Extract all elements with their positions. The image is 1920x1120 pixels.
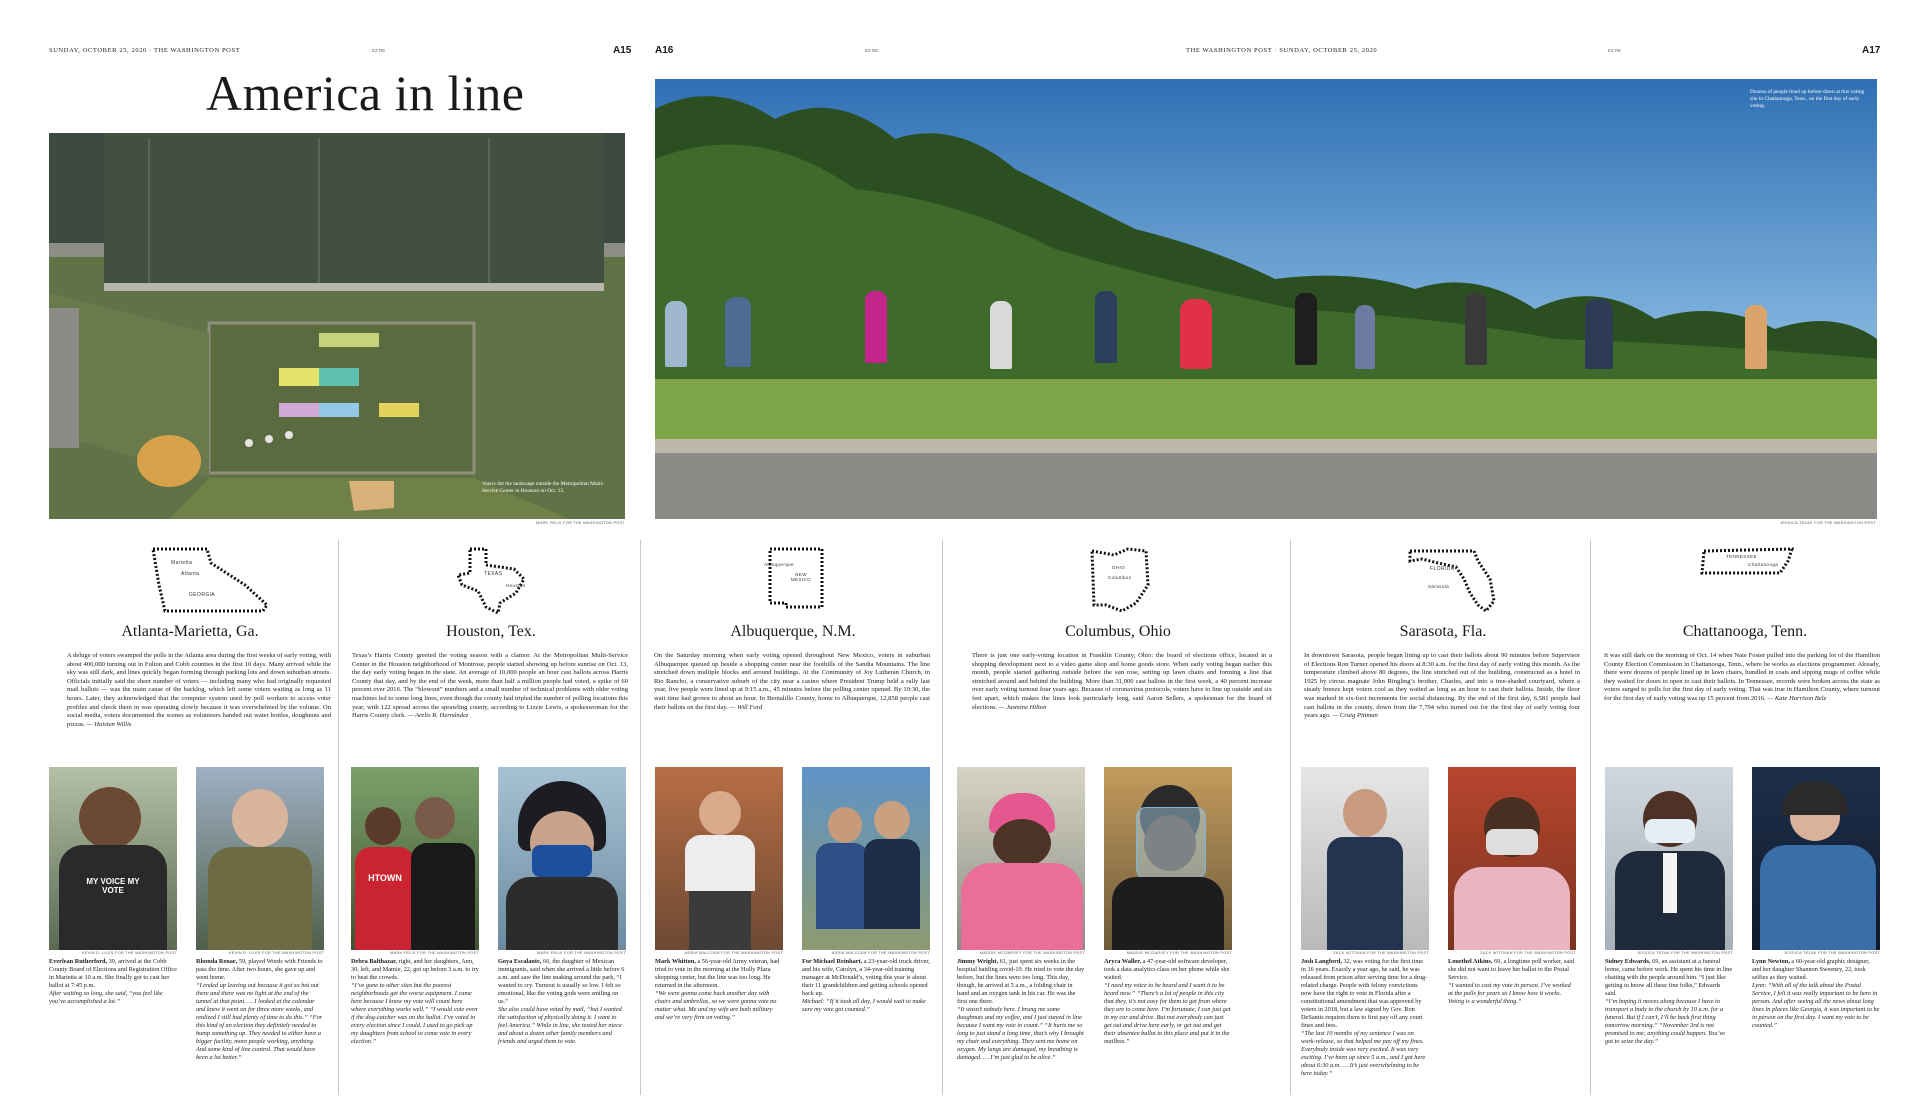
section-byline: — Haisten Willis [86, 720, 132, 728]
portrait-quote: “It wasn’t nobody here. I brung me some doughnuts and my coffee, and I just stayed in line because I want my vote to count.” “It hurts me so long to just stand a long time, that’s why I brought my chair and everything. They sent me home on oxygen. My lungs are damaged, my breathing is damaged. … I’m just glad to be alive.” [957, 1006, 1084, 1061]
portrait-credit: ZACK WITTMAN FOR THE WASHINGTON POST [1480, 951, 1576, 955]
portrait-subject-name: For Michael Reinhart, [802, 958, 863, 965]
portrait-quote: She also could have voted by mail, “but I wanted the satisfaction of physically doing it. I want to feel America.” While in line, she texted her niece and about a dozen other family members and friends and urged them to vote. [498, 1006, 622, 1045]
portrait-subject-name: Jimmy Wright, [957, 958, 999, 965]
portrait-caption [957, 958, 1085, 1090]
portrait-jacket [1760, 845, 1876, 950]
portrait-photo [1104, 767, 1232, 950]
portrait-photo [1752, 767, 1880, 950]
portrait-shirt [961, 863, 1083, 950]
portrait-subject-name: Lynn Newton, [1752, 958, 1790, 965]
section-body [1604, 652, 1880, 704]
voter-figure [1095, 291, 1117, 363]
page-headline: America in line [206, 65, 525, 121]
hero-panorama-photo [655, 79, 1877, 519]
portrait-caption [802, 958, 930, 1090]
portrait-mask [532, 845, 592, 877]
portrait-quote: “I ended up leaving out because it got so hot out there and there was no light at the end of the tunnel at that point. … I looked at the calendar and knew it went on for three more weeks, and realized I still had plenty of time to do this.” “For this kind of an election they definitely needed to bump something up. They needed to either have a bigger facility, more people working, anything. And some kind of line control. That would have been a lot better.” [196, 982, 323, 1061]
portrait-subject-name: Debra Balthazar, [351, 958, 397, 965]
voter-figure [1355, 305, 1375, 369]
portrait-quote: “I’ve gone to other sites but the poorest neighborhoods get the worse equipment. I came here because I know my vote will count here where everything works well.” “I would vote even if the dog-catcher was on the ballot. I’ve voted in every election since I could. I used to go pick up my daughters from school to come vote in every election.” [351, 982, 478, 1045]
middle-folio-codes: EZ RE [865, 48, 879, 53]
portrait-credit: MARK FELIX FOR THE WASHINGTON POST [390, 951, 479, 955]
portrait-caption-text: a 56-year-old Army veteran, had tried to vote in the morning at the Holly Plaza shopping center, but the line was too long. He returned in the afternoon. [655, 958, 780, 989]
column-divider [338, 540, 339, 1095]
portrait-photo [498, 767, 626, 950]
city-heading: Sarasota, Fla. [1399, 623, 1487, 640]
section-byline: — Kate Harrison Belz [1767, 694, 1827, 702]
portrait-shirt [1327, 837, 1403, 950]
aerial-illustration [49, 133, 625, 519]
shirt-text: MY VOICE MY VOTE [86, 877, 140, 895]
section-body-text: Texas’s Harris County greeted the voting season with a clamor. At the Metropolitan Multi-Service Center in the Houston neighborhood of Montrose, people started showing up before sunrise on Oct. 13, the day early voting began in the state. An average of 10,000 people an hour cast ballots across Harris County that day, and by the end of the week, more than half a million people had voted, a spike of 60 percent over 2016. The “blowout” numbers and a small number of technical problems with older voting machines led to some long lines, even though the county had tripled the number of polling locations this year, with 122 spread across the sprawling county, according to Lizzie Lewis, a spokeswoman for the Harris County clerk. [352, 652, 628, 720]
city-heading: Houston, Tex. [446, 623, 536, 640]
portrait-face [874, 801, 910, 839]
hero-right-credit: JESSICA TEZAK FOR THE WASHINGTON POST [1780, 521, 1876, 525]
portrait-credit: JESSICA TEZAK FOR THE WASHINGTON POST [1784, 951, 1880, 955]
portrait-face [993, 819, 1051, 867]
portrait-caption [196, 958, 324, 1090]
tennessee-outline-map [1700, 545, 1796, 577]
right-folio-date: THE WASHINGTON POST · SUNDAY, OCTOBER 25, 2020 [1186, 47, 1378, 54]
portrait-caption-text: 39, arrived at the Cobb County Board of Elections and Registration Office in Marietta at 10 a.m. She finally got to cast her ballot at 7:45 p.m. [49, 958, 177, 989]
portrait-caption-text: a 23-year-old truck driver, and his wife, Carolyn, a 34-year-old training manager at McDonald’s, voting this year is about their 11 grandchildren and getting schools opened back up. [802, 958, 930, 997]
portrait-shirt [1663, 853, 1677, 913]
portrait-subject-name: Everlean Rutherford, [49, 958, 108, 965]
portrait-photo [196, 767, 324, 950]
portrait-credit: MADDIE MCGARVEY FOR THE WASHINGTON POST [979, 951, 1085, 955]
portrait-face [699, 791, 741, 835]
section-body-text: In downtown Sarasota, people began lining up to cast their ballots about 90 minutes before Supervisor of Elections Ron Turner opened his doors at 8:30 a.m. for the first day of early voting this month. As the temperature climbed above 80 degrees, the line stretched out of the building, constructed as a hotel in 1925 by circus magnate John Ringling’s brother, Charles, and into a tree-shaded courtyard, where a steady breeze kept voters cool as they waited as long as an hour to cast their ballots. Inside, the floor was marked in six-foot increments for social distancing. By the end of the first day, 6,581 people had cast ballots in the county, down from the 7,794 who turned out for the first day of early voting four years ago. [1304, 652, 1580, 720]
portrait-subject-name: Aryca Waller, [1104, 958, 1142, 965]
hero-aerial-photo [49, 133, 625, 519]
portrait-credit: JESSICA TEZAK FOR THE WASHINGTON POST [1637, 951, 1733, 955]
map-label-state: GEORGIA [189, 592, 216, 598]
right-folio-codes: EZ RE [1608, 48, 1622, 53]
portrait-quote: “We were gonna come back another day with chairs and umbrellas, so we were gonna vote no matter what. Me and my wife are both military and we’re very firm on voting.” [655, 990, 777, 1021]
portrait-subject-name: Louethel Atkins, [1448, 958, 1493, 965]
voter-figure [990, 301, 1012, 369]
portrait-shirt [864, 839, 920, 929]
portrait-subject-name: Rhonda Renae, [196, 958, 238, 965]
texas-outline-map [456, 545, 528, 615]
portrait-caption-text: 61, just spent six weeks in the hospital battling covid-19. He tried to vote the day before, but the lines were too long. This day, though, he arrived at 5 a.m., a folding chair in hand and an oxygen tank in his car. He was the first one there. [957, 958, 1085, 1005]
portrait-hair [1782, 781, 1848, 815]
portrait-photo [655, 767, 783, 950]
section-byline: — Arelis R. Hernández [407, 712, 469, 720]
voter-figure [665, 301, 687, 367]
voter-figure [1180, 299, 1212, 369]
section-body [67, 652, 331, 729]
section-byline: — Jasmine Hilton [998, 703, 1047, 711]
portrait-photo [957, 767, 1085, 950]
city-heading: Columbus, Ohio [1065, 623, 1171, 640]
portrait-face [232, 789, 288, 847]
portrait-face [828, 807, 862, 843]
portrait-credit: MADDIE MCGARVEY FOR THE WASHINGTON POST [1126, 951, 1232, 955]
portrait-caption-text: a 47-year-old software developer, took a data analytics class on her phone while she waited. [1104, 958, 1230, 981]
portrait-face [415, 797, 455, 839]
map-label-sarasota: Sarasota [1428, 584, 1450, 589]
portrait-shirt [1454, 867, 1570, 950]
city-heading: Atlanta-Marietta, Ga. [121, 623, 259, 640]
portrait-caption [498, 958, 626, 1090]
portrait-quote: “I wanted to cast my vote in person. I’ve worked at the polls for years so I know how it works. Voting is a wonderful thing.” [1448, 982, 1571, 1005]
voter-figure [725, 297, 751, 367]
map-label-atlanta: Atlanta [181, 571, 200, 577]
map-label-columbus: Columbus [1108, 575, 1132, 580]
portrait-caption [1104, 958, 1232, 1090]
portrait-caption-text: 66, the daughter of Mexican immigrants, said when she arrived a little before 6 a.m. and saw the line snaking around the park, “I wanted to cry. Turnout is usually so low. I felt so emotional, like the voting gods were smiling on us.” [498, 958, 625, 1005]
portrait-photo [49, 767, 177, 950]
portrait-caption-text: a 60-year-old graphic designer, and her daughter Shannon Sweeney, 22, took selfies as they waited. [1752, 958, 1870, 981]
portrait-shirt [506, 877, 618, 950]
section-body [972, 652, 1272, 712]
voter-figure [865, 291, 887, 363]
portrait-face [1343, 789, 1387, 837]
portrait-subject-name: Josh Langford, [1301, 958, 1342, 965]
georgia-outline-map [145, 545, 273, 615]
hero-right-caption: Dozens of people lined up before dawn at this voting site in Chattanooga, Tenn., on the first day of early voting. [1750, 89, 1865, 109]
portrait-face-shield [1136, 807, 1206, 879]
section-body-text: On the Saturday morning when early voting opened throughout New Mexico, voters in suburban Albuquerque queued up beside a shopping center near the foothills of the Sandia Mountains. The line stretched down multiple blocks and around buildings. At the Community of Joy Lutheran Church, in Rio Rancho, a conservative suburb of the city near a casino where President Trump held a rally last year, five people were lined up at 9:15 a.m., 45 minutes before the polling center opened. By 10:30, the wait time had grown to about an hour. In Bernalillo County, home to Albuquerque, 12,858 people cast their ballots on the first day. [654, 652, 930, 711]
ohio-outline-map [1088, 545, 1152, 615]
portrait-caption-text: 69, an assistant at a funeral home, came before work. He spent his time in line chatting with the people around him. “I just like getting to know all these fine folks,” Edwards said. [1605, 958, 1733, 997]
portrait-caption [1448, 958, 1576, 1090]
portrait-photo [802, 767, 930, 950]
column-divider [1590, 540, 1591, 1095]
column-divider [640, 540, 641, 1095]
portrait-caption-text: 59, played Words with Friends to pass the time. After two hours, she gave up and went home. [196, 958, 323, 981]
portrait-quote: “I’m hoping it moves along because I have to transport a body to the church by 10 a.m. for a funeral. But if I can’t, I’ll be back first thing tomorrow morning.” “November 3rd is not promised to me; anything could happen. You’ve got to seize the day.” [1605, 998, 1726, 1045]
hero-left-credit: MARK FELIX FOR THE WASHINGTON POST [536, 521, 625, 525]
shirt-text: HTOWN [368, 873, 402, 883]
section-body-text: A deluge of voters swamped the polls in the Atlanta area during the first weeks of early voting, with about 400,000 turning out in Fulton and Cobb counties in the first 10 days. Many arrived while the sky was still dark, and lines quickly began forming through parking lots and down suburban streets. Officials initially said the sheer number of voters — including many who had originally requested mail ballots — was the main cause of the backlog, which left some voters waiting as long as 11 hours. Later, they acknowledged that the computer system used by poll workers to access voter profiles and check them in was operating slowly because it was overwhelmed by the volume. On social media, voters documented the scenes as volunteers handed out water bottles, doughnuts and pizzas. [67, 652, 331, 728]
section-body [654, 652, 930, 712]
portrait-subject-name: Goya Escalante, [498, 958, 542, 965]
voter-figure [1745, 305, 1767, 369]
portrait-caption [1301, 958, 1429, 1090]
portrait-caption [1752, 958, 1880, 1090]
portrait-quote: After waiting so long, she said, “you feel like you’ve accomplished a lot.” [49, 990, 163, 1005]
city-heading: Albuquerque, N.M. [730, 623, 856, 640]
section-body-text: It was still dark on the morning of Oct. 14 when Nate Foster pulled into the parking lot of the Hamilton County Election Commission in Chattanooga, Tenn., where he works as elections programmer. Already, there were dozens of people lined up in lawn chairs, bundled in coats and sipping mugs of coffee while they waited for doors to open to cast their ballots. In Tennessee, records were broken across the state as voters surged to polls for the first day of early voting. That was true in Hamilton County, where turnout for the first day of early voting was up 15 percent from 2016. [1604, 652, 1880, 702]
map-label-state: OHIO [1112, 565, 1126, 570]
section-body-text: There is just one early-voting location in Franklin County, Ohio: the board of elections office, located in a shopping development next to a video game shop and home goods store. When early voting began earlier this month, people started gathering outside before the sun rose, setting up lawn chairs and forming a line that stretched around and behind the building. More than 31,000 cast ballots in the first week, a 40 percent increase over early voting turnout four years ago. Because of coronavirus protocols, voters have to line up outside and six feet apart, which makes the lines look particularly long, said Aaron Sellers, a spokesman for the board of elections. [972, 652, 1272, 711]
portrait-quote: “The last 10 months of my sentence I was on work-release, so that helped me pay off my fines. Everybody inside was very excited. It was very exciting. I’ve been up since 5 a.m., and I got here about 6:30 a.m. … It’s just overwhelming to be here today.” [1301, 1030, 1426, 1077]
portrait-credit: ADRIA MALCOLM FOR THE WASHINGTON POST [684, 951, 783, 955]
portrait-mask [1645, 819, 1695, 843]
section-body [352, 652, 628, 721]
map-label-marietta: Marietta [171, 560, 193, 566]
portrait-caption [655, 958, 783, 1090]
column-divider [942, 540, 943, 1095]
voter-figure [1585, 299, 1613, 369]
portrait-shirt [59, 845, 167, 950]
right-page-number: A17 [1862, 45, 1881, 56]
portrait-face [365, 807, 401, 845]
portrait-photo [1605, 767, 1733, 950]
portrait-quote: Michael: “If it took all day, I would wait to make sure my vote got counted.” [802, 998, 926, 1013]
portrait-caption [49, 958, 177, 1090]
portrait-shirt [411, 843, 475, 950]
portrait-face [79, 787, 141, 849]
section-byline: — Craig Pittman [1332, 712, 1378, 720]
portrait-credit: ADRIA MALCOLM FOR THE WASHINGTON POST [831, 951, 930, 955]
portrait-caption [1605, 958, 1733, 1090]
hero-left-caption: Voters dot the landscape outside the Metropolitan Multi-Service Center in Houston on Oct. 13. [482, 481, 604, 494]
middle-page-number: A16 [655, 45, 674, 56]
portrait-subject-name: Sidney Edwards, [1605, 958, 1651, 965]
city-heading: Chattanooga, Tenn. [1682, 623, 1808, 640]
portrait-credit: KEVIN D. LILES FOR THE WASHINGTON POST [228, 951, 324, 955]
portrait-quote: “I need my voice to be heard and I want it to be heard now.” “There’s a lot of people in this city that they, it’s not easy for them to get from where they are to come here. I’m fortunate, I can just get in my car and drive. But not everybody can just get out and drive here early, or get out and get their absentee ballot to this place and put it in the mailbox.” [1104, 982, 1231, 1045]
section-body [1304, 652, 1580, 721]
portrait-subject-name: Mark Whitton, [655, 958, 696, 965]
portrait-photo [351, 767, 479, 950]
portrait-mask [1486, 829, 1538, 855]
map-label-state: TENNESSEE [1726, 554, 1757, 559]
portrait-credit: ZACK WITTMAN FOR THE WASHINGTON POST [1333, 951, 1429, 955]
map-label-state: NEW MEXICO [790, 572, 812, 582]
portrait-photo [1448, 767, 1576, 950]
portrait-quote: Lynn: “With all of the talk about the Postal Service, I felt it was really important to be here in person. And after seeing all the news about long lines in places like Georgia, it was important to be in person on the first day. I want my vote to be counted.” [1752, 982, 1880, 1029]
portrait-caption [351, 958, 479, 1090]
map-label-albuquerque: Albuquerque [764, 562, 794, 567]
portrait-shirt [1112, 877, 1224, 950]
portrait-caption-text: right, and her daughters, Ann, 30, left, and Mamie, 22, got up before 3 a.m. to try to beat the crowds. [351, 958, 479, 981]
portrait-credit: MARK FELIX FOR THE WASHINGTON POST [537, 951, 626, 955]
left-folio-codes: EZ RE [372, 48, 386, 53]
left-page-number: A15 [613, 45, 632, 56]
portrait-pants [689, 891, 751, 950]
portrait-caption-text: 32, was voting for the first time in 16 years. Exactly a year ago, he said, he was released from prison after serving time for a drug-related charge. People with felony convictions now have the right to vote in Florida after a constitutional amendment that was approved by voters in 2018, but a law signed by Gov. Ron DeSantis requires them to first pay off any court fines and fees. [1301, 958, 1428, 1029]
map-label-state: TEXAS [484, 571, 503, 577]
section-byline: — Will Ford [729, 703, 763, 711]
portrait-shirt [355, 847, 415, 950]
panorama-illustration [655, 79, 1877, 519]
portrait-shirt [208, 847, 312, 950]
portrait-photo [1301, 767, 1429, 950]
map-label-state: FLORIDA [1430, 566, 1455, 572]
column-divider [1290, 540, 1291, 1095]
portrait-shirt [816, 843, 868, 929]
portrait-caption-text: 69, a longtime poll worker, said she did not want to leave her ballot to the Postal Service. [1448, 958, 1575, 981]
florida-outline-map [1408, 545, 1498, 615]
map-label-houston: Houston [506, 583, 526, 588]
voter-figure [1465, 293, 1487, 365]
left-folio-date: SUNDAY, OCTOBER 25, 2020 · THE WASHINGTON POST [49, 47, 241, 54]
portrait-shirt [685, 835, 755, 891]
portrait-credit: KEVIN D. LILES FOR THE WASHINGTON POST [81, 951, 177, 955]
voter-figure [1295, 293, 1317, 365]
map-label-chattanooga: Chattanooga [1748, 562, 1779, 567]
